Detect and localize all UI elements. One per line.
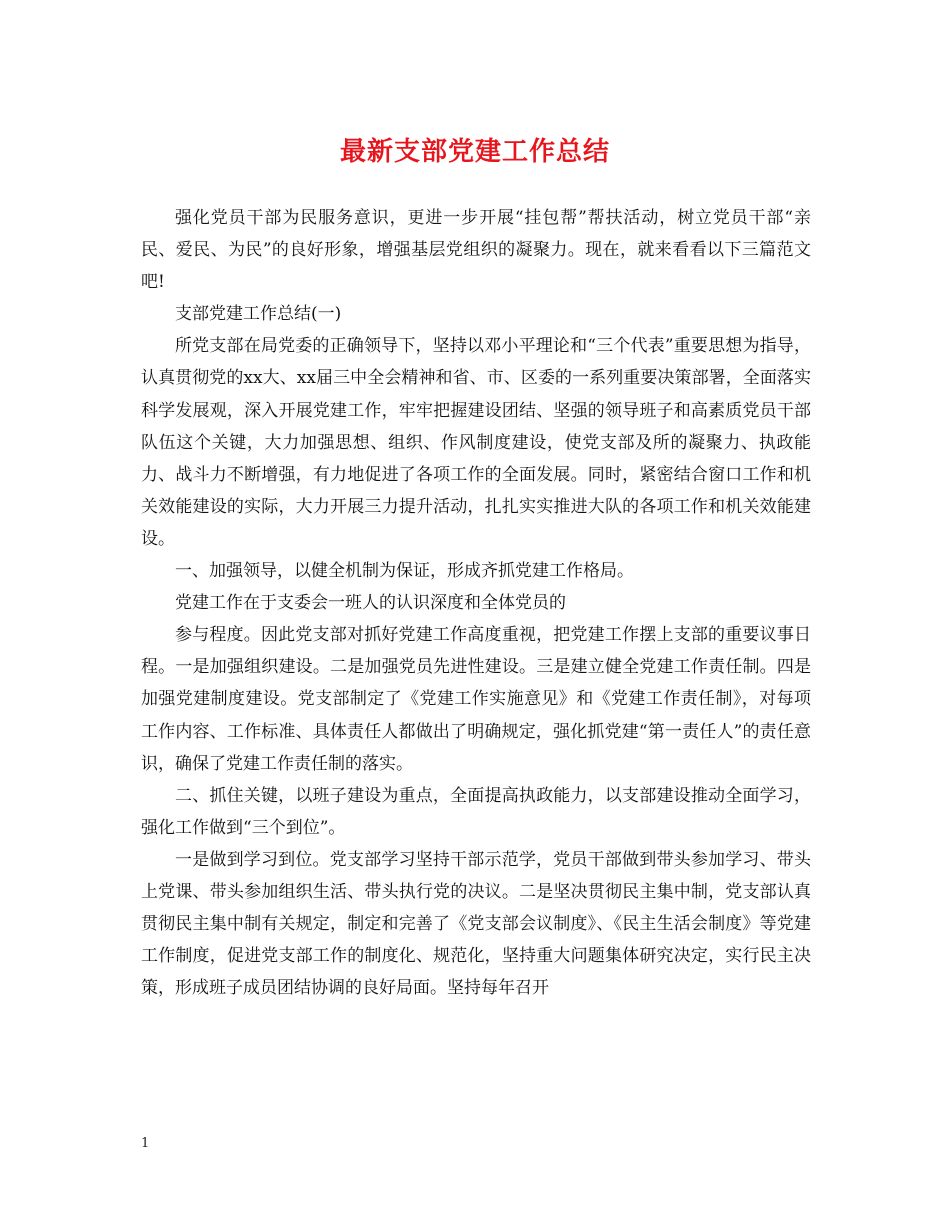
paragraph-subheading: 二、抓住关键，以班子建设为重点，全面提高执政能力，以支部建设推动全面学习，强化工作做到“三个到位”。: [141, 785, 811, 838]
document-body: [141, 202, 811, 1004]
paragraph: 参与程度。因此党支部对抓好党建工作高度重视，把党建工作摆上支部的重要议事日程。一是加强组织建设。二是加强党员先进性建设。三是建立健全党建工作责任制。四是加强党建制度建设。党支部制定了《党建工作实施意见》和《党建工作责任制》，对每项工作内容、工作标准、具体责任人都做出了明确规定，强化抓党建“第一责任人”的责任意识，确保了党建工作责任制的落实。: [141, 625, 811, 774]
paragraph: 一是做到学习到位。党支部学习坚持干部示范学，党员干部做到带头参加学习、带头上党课、带头参加组织生活、带头执行党的决议。二是坚决贯彻民主集中制，党支部认真贯彻民主集中制有关规定，制定和完善了《党支部会议制度》、《民主生活会制度》等党建工作制度，促进党支部工作的制度化、规范化，坚持重大问题集体研究决定，实行民主决策，形成班子成员团结协调的良好局面。坚持每年召开: [141, 849, 811, 999]
document-title: 最新支部党建工作总结: [339, 137, 610, 167]
page-number: 1: [141, 1136, 150, 1151]
paragraph-section-heading: 支部党建工作总结(一): [175, 304, 342, 325]
paragraph-subheading: 一、加强领导，以健全机制为保证，形成齐抓党建工作格局。: [175, 561, 634, 582]
paragraph-intro: 强化党员干部为民服务意识，更进一步开展“挂包帮”帮扶活动，树立党员干部“亲民、爱民、为民”的良好形象，增强基层党组织的凝聚力。现在，就来看看以下三篇范文吧!: [141, 208, 811, 293]
paragraph: 所党支部在局党委的正确领导下，坚持以邓小平理论和“三个代表”重要思想为指导，认真贯彻党的xx大、xx届三中全会精神和省、市、区委的一系列重要决策部署，全面落实科学发展观，深入开展党建工作，牢牢把握建设团结、坚强的领导班子和高素质党员干部队伍这个关键，大力加强思想、组织、作风制度建设，使党支部及所的凝聚力、执政能力、战斗力不断增强，有力地促进了各项工作的全面发展。同时，紧密结合窗口工作和机关效能建设的实际，大力开展三力提升活动，扎扎实实推进大队的各项工作和机关效能建设。: [141, 336, 811, 549]
paragraph: 党建工作在于支委会一班人的认识深度和全体党员的: [175, 593, 566, 614]
